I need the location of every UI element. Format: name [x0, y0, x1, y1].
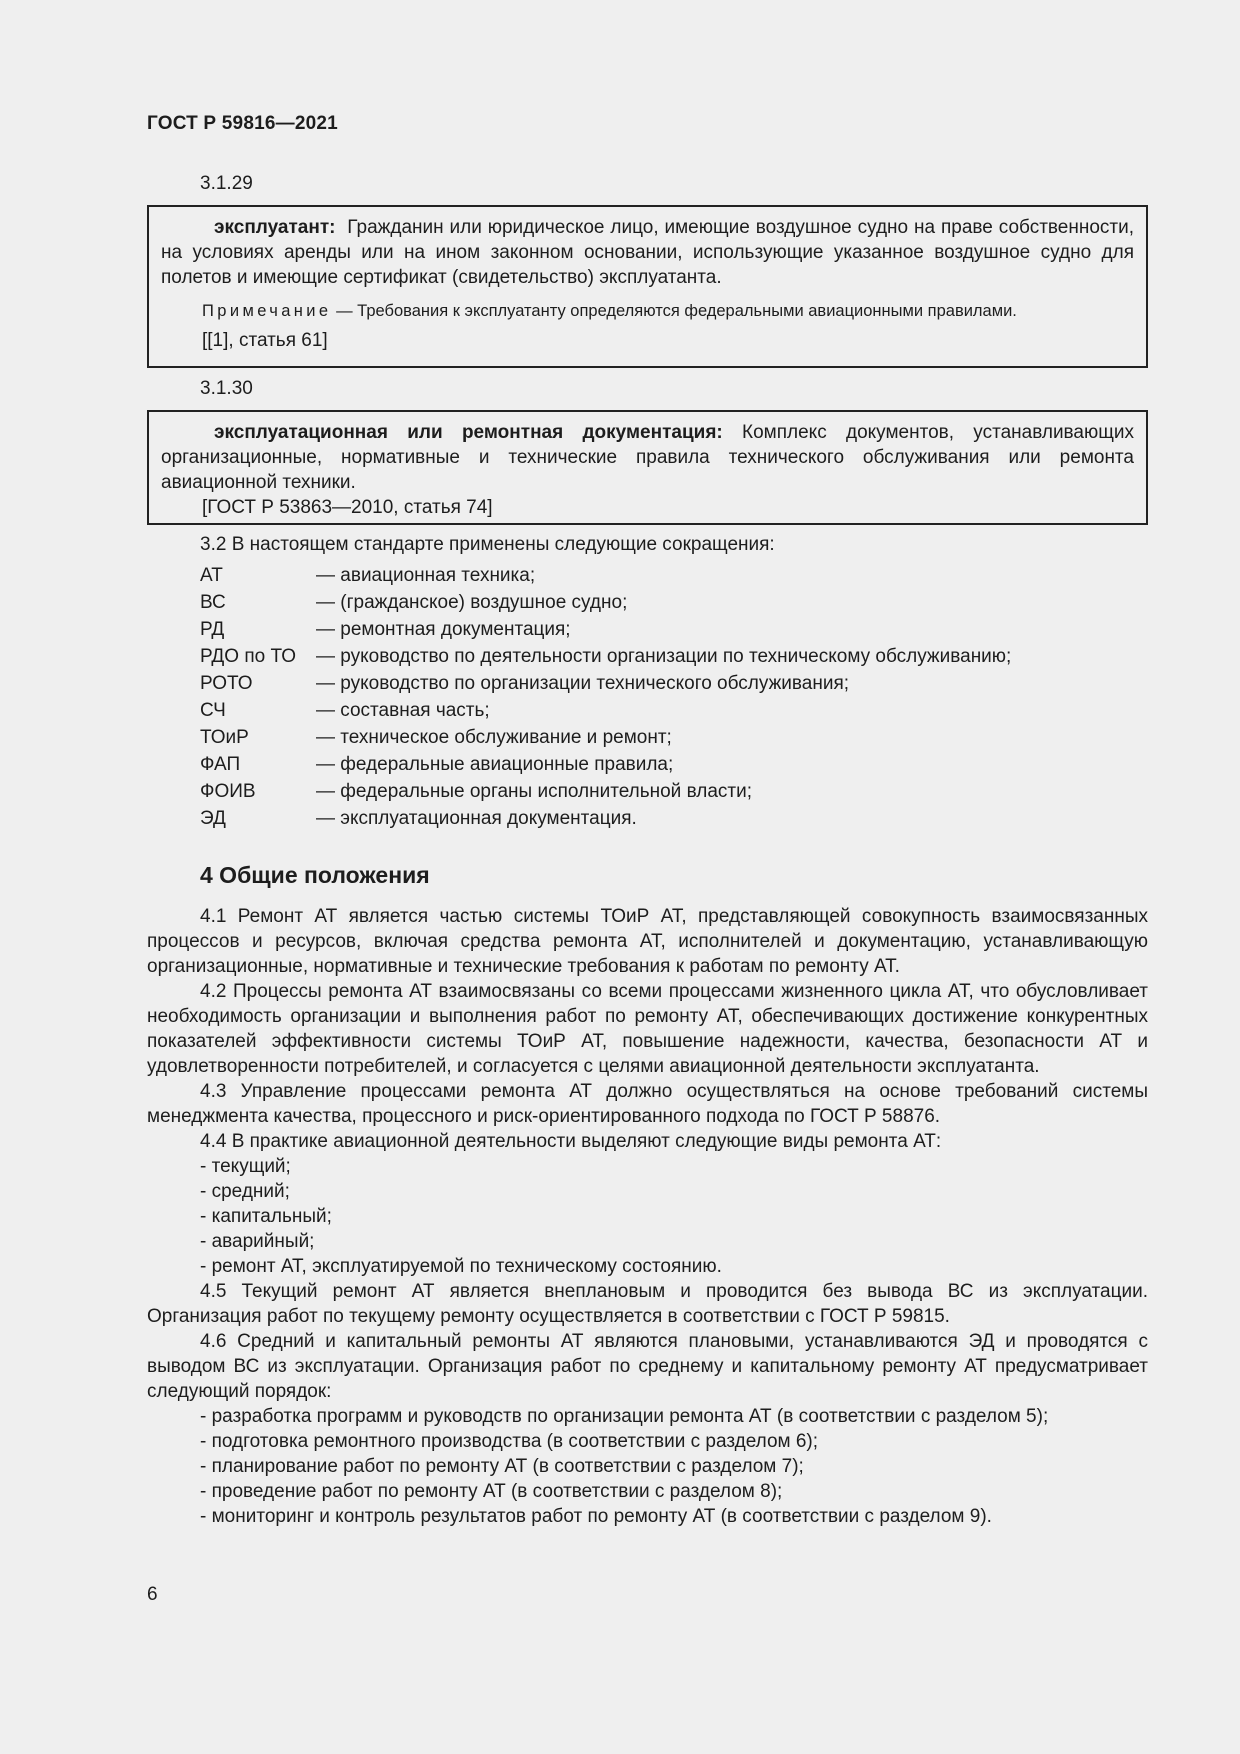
list-item: - проведение работ по ремонту АТ (в соответствии с разделом 8);: [200, 1481, 783, 1502]
abbreviation-key: СЧ: [200, 700, 226, 721]
list-item: - планирование работ по ремонту АТ (в соответствии с разделом 7);: [200, 1456, 804, 1477]
term-name-30: эксплуатационная или ремонтная документация:: [214, 422, 723, 443]
paragraph-4-5: 4.5 Текущий ремонт АТ является внеплановым и проводится без вывода ВС из эксплуатации. Организация работ по текущему ремонту осуществляется в соответствии с ГОСТ Р 59815.: [147, 1281, 1148, 1327]
abbreviation-value: — (гражданское) воздушное судно;: [316, 592, 628, 613]
abbreviation-row: [200, 616, 1011, 643]
paragraph-4-4: 4.4 В практике авиационной деятельности выделяют следующие виды ремонта АТ:: [200, 1131, 942, 1152]
page-number: 6: [147, 1584, 158, 1605]
abbreviation-value: — авиационная техника;: [316, 565, 536, 586]
abbreviation-key: ФОИВ: [200, 781, 256, 802]
term-source-30: [ГОСТ Р 53863—2010, статья 74]: [202, 497, 493, 518]
abbreviation-key: РД: [200, 619, 225, 640]
abbreviation-row: [200, 697, 1011, 724]
abbreviation-key: ФАП: [200, 754, 241, 775]
note-text: — Требования к эксплуатанту определяются федеральными авиационными правилами.: [331, 302, 1017, 320]
abbreviations-list: [200, 562, 1011, 832]
term-box-29: [147, 205, 1148, 368]
abbreviation-value: — руководство по деятельности организации по техническому обслуживанию;: [316, 646, 1012, 667]
list-item: - капитальный;: [200, 1206, 332, 1227]
list-item: - ремонт АТ, эксплуатируемой по техническому состоянию.: [200, 1256, 722, 1277]
term-name-29: эксплуатант:: [214, 217, 336, 238]
abbreviation-value: — эксплуатационная документация.: [316, 808, 637, 829]
abbreviations-intro: 3.2 В настоящем стандарте применены следующие сокращения:: [200, 534, 775, 555]
abbreviation-key: ТОиР: [200, 727, 249, 748]
list-item: - аварийный;: [200, 1231, 315, 1252]
term-source-29: [[1], статья 61]: [202, 330, 328, 351]
list-item: - подготовка ремонтного производства (в соответствии с разделом 6);: [200, 1431, 819, 1452]
abbreviation-row: [200, 643, 1011, 670]
note-label: Примечание: [202, 302, 332, 320]
abbreviation-value: — руководство по организации технического обслуживания;: [316, 673, 850, 694]
abbreviation-value: — техническое обслуживание и ремонт;: [316, 727, 672, 748]
list-item: - средний;: [200, 1181, 290, 1202]
abbreviation-row: [200, 805, 1011, 832]
list-item: - мониторинг и контроль результатов работ по ремонту АТ (в соответствии с разделом 9).: [200, 1506, 992, 1527]
abbreviation-key: АТ: [200, 565, 223, 586]
abbreviation-key: РДО по ТО: [200, 646, 296, 667]
term-definition-30: [161, 420, 1134, 495]
document-header: ГОСТ Р 59816—2021: [147, 113, 338, 134]
list-item: - текущий;: [200, 1156, 291, 1177]
term-note-29: [161, 300, 1134, 322]
term-definition-text-30: Комплекс документов, устанавливающих организационные, нормативные и технические правила технического обслуживания или ремонта авиационной техники.: [161, 422, 1134, 493]
abbreviation-key: ЭД: [200, 808, 226, 829]
abbreviation-row: [200, 724, 1011, 751]
abbreviation-row: [200, 778, 1011, 805]
abbreviation-value: — федеральные авиационные правила;: [316, 754, 674, 775]
paragraph-4-2: 4.2 Процессы ремонта АТ взаимосвязаны со всеми процессами жизненного цикла АТ, что обусловливает необходимость организации и выполнения работ по ремонту АТ, обеспечивающих достижение конкурентных показателей эффективности системы ТОиР АТ, повышение надежности, качества, безопасности АТ и удовлетворенности потребителей, и согласуется с целями авиационной деятельности эксплуатанта.: [147, 981, 1148, 1077]
abbreviation-row: [200, 670, 1011, 697]
abbreviation-value: — составная часть;: [316, 700, 490, 721]
paragraph-4-3: 4.3 Управление процессами ремонта АТ должно осуществляться на основе требований системы менеджмента качества, процессного и риск-ориентированного подхода по ГОСТ Р 58876.: [147, 1081, 1148, 1127]
section-heading: 4 Общие положения: [200, 862, 430, 888]
term-definition-29: [161, 215, 1134, 290]
abbreviation-row: [200, 562, 1011, 589]
abbreviation-row: [200, 589, 1011, 616]
section-body: [147, 904, 1148, 1529]
term-box-30: [147, 410, 1148, 525]
term-number-30: 3.1.30: [200, 378, 253, 399]
term-number-29: 3.1.29: [200, 173, 253, 194]
abbreviation-row: [200, 751, 1011, 778]
paragraph-4-6: 4.6 Средний и капитальный ремонты АТ являются плановыми, устанавливаются ЭД и проводятся с выводом ВС из эксплуатации. Организация работ по среднему и капитальному ремонту АТ предусматривает следующий порядок:: [147, 1331, 1148, 1402]
abbreviation-value: — федеральные органы исполнительной власти;: [316, 781, 752, 802]
paragraph-4-1: 4.1 Ремонт АТ является частью системы ТОиР АТ, представляющей совокупность взаимосвязанных процессов и ресурсов, включая средства ремонта АТ, исполнителей и документацию, устанавливающую организационные, нормативные и технические требования к работам по ремонту АТ.: [147, 906, 1148, 977]
list-item: - разработка программ и руководств по организации ремонта АТ (в соответствии с разделом 5);: [200, 1406, 1049, 1427]
abbreviation-key: ВС: [200, 592, 226, 613]
abbreviation-value: — ремонтная документация;: [316, 619, 571, 640]
abbreviation-key: РОТО: [200, 673, 253, 694]
term-definition-text-29: Гражданин или юридическое лицо, имеющие воздушное судно на праве собственности, на условиях аренды или на ином законном основании, использующие указанное воздушное судно для полетов и имеющие сертификат (свидетельство) эксплуатанта.: [161, 217, 1134, 288]
